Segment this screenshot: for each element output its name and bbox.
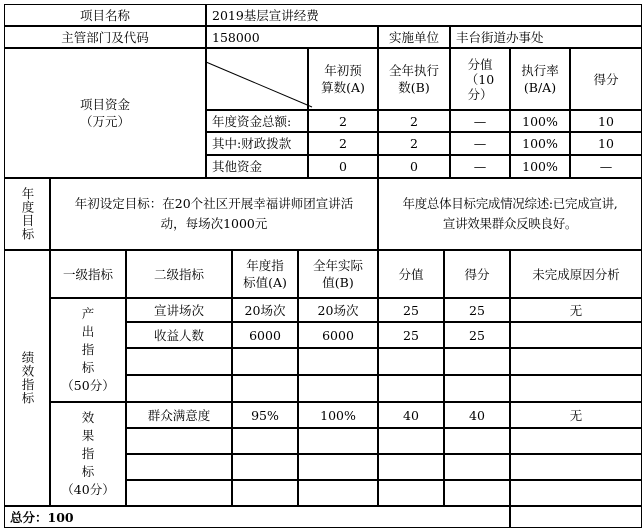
empty-cell xyxy=(510,506,642,528)
perf-row-reason: 无 xyxy=(510,298,642,322)
empty-cell xyxy=(232,454,298,480)
empty-cell xyxy=(126,480,232,506)
empty-cell xyxy=(232,480,298,506)
empty-cell xyxy=(232,348,298,375)
funds-row-score: 10 xyxy=(570,110,642,132)
perf-header-reason: 未完成原因分析 xyxy=(510,250,642,298)
perf-header-score: 得分 xyxy=(444,250,510,298)
perf-row-reason: 无 xyxy=(510,402,642,428)
funds-row-score-value: — xyxy=(450,155,510,178)
perf-row-score-value: 25 xyxy=(378,298,444,322)
project-name-value: 2019基层宣讲经费 xyxy=(206,4,642,26)
empty-cell xyxy=(378,454,444,480)
perf-row-actual: 20场次 xyxy=(298,298,378,322)
empty-cell xyxy=(378,375,444,402)
empty-cell xyxy=(298,454,378,480)
impl-unit-value: 丰台街道办事处 xyxy=(450,26,642,48)
empty-cell xyxy=(378,348,444,375)
funds-row-score: — xyxy=(570,155,642,178)
empty-cell xyxy=(444,428,510,454)
funds-row-rate: 100% xyxy=(510,155,570,178)
empty-cell xyxy=(510,428,642,454)
funds-row-rate: 100% xyxy=(510,110,570,132)
funds-row-executed: 0 xyxy=(378,155,450,178)
perf-row-score: 25 xyxy=(444,322,510,348)
empty-cell xyxy=(378,428,444,454)
funds-row-score: 10 xyxy=(570,132,642,155)
empty-cell xyxy=(378,480,444,506)
total-score: 总分：100 xyxy=(4,506,510,528)
empty-cell xyxy=(444,348,510,375)
perf-row-target: 95% xyxy=(232,402,298,428)
funds-row-label: 其他资金 xyxy=(206,155,308,178)
empty-cell xyxy=(510,480,642,506)
funds-label: 项目资金 （万元） xyxy=(4,48,206,178)
perf-row-name: 宣讲场次 xyxy=(126,298,232,322)
perf-row-score-value: 40 xyxy=(378,402,444,428)
empty-cell xyxy=(126,348,232,375)
perf-header-level2: 二级指标 xyxy=(126,250,232,298)
perf-row-name: 收益人数 xyxy=(126,322,232,348)
empty-cell xyxy=(444,375,510,402)
perf-row-score: 40 xyxy=(444,402,510,428)
goals-label: 年度目标 xyxy=(4,178,50,250)
funds-header-executed: 全年执行 数(B) xyxy=(378,48,450,110)
empty-cell xyxy=(298,428,378,454)
funds-header-score-value: 分值 （10 分） xyxy=(450,48,510,110)
perf-header-score-value: 分值 xyxy=(378,250,444,298)
empty-cell xyxy=(510,348,642,375)
funds-row-score-value: — xyxy=(450,110,510,132)
funds-row-executed: 2 xyxy=(378,110,450,132)
empty-cell xyxy=(298,480,378,506)
perf-header-level1: 一级指标 xyxy=(50,250,126,298)
funds-row-label: 年度资金总额: xyxy=(206,110,308,132)
perf-row-score: 25 xyxy=(444,298,510,322)
empty-cell xyxy=(444,480,510,506)
funds-row-initial: 0 xyxy=(308,155,378,178)
empty-cell xyxy=(232,375,298,402)
perf-row-reason-empty xyxy=(510,322,642,348)
perf-row-target: 6000 xyxy=(232,322,298,348)
perf-label: 绩效指标 xyxy=(4,250,50,506)
perf-header-target: 年度指 标值(A) xyxy=(232,250,298,298)
empty-cell xyxy=(232,428,298,454)
funds-row-initial: 2 xyxy=(308,110,378,132)
perf-row-actual: 100% xyxy=(298,402,378,428)
perf-row-score-value: 25 xyxy=(378,322,444,348)
funds-row-executed: 2 xyxy=(378,132,450,155)
funds-header-score: 得分 xyxy=(570,48,642,110)
funds-row-initial: 2 xyxy=(308,132,378,155)
empty-cell xyxy=(126,454,232,480)
empty-cell xyxy=(510,375,642,402)
empty-cell xyxy=(298,375,378,402)
empty-cell xyxy=(298,348,378,375)
empty-cell xyxy=(126,375,232,402)
empty-cell xyxy=(126,428,232,454)
goals-initial-text: 年初设定目标：在20个社区开展幸福讲师团宣讲活 动，每场次1000元 xyxy=(50,178,378,250)
funds-row-label: 其中:财政拨款 xyxy=(206,132,308,155)
project-name-label: 项目名称 xyxy=(4,4,206,26)
funds-header-initial: 年初预 算数(A) xyxy=(308,48,378,110)
perf-header-actual: 全年实际 值(B) xyxy=(298,250,378,298)
perf-output-label: 产 出 指 标 （50分） xyxy=(50,298,126,402)
perf-effect-label: 效 果 指 标 （40分） xyxy=(50,402,126,506)
perf-row-actual: 6000 xyxy=(298,322,378,348)
funds-diagonal-header xyxy=(206,48,308,110)
dept-label: 主管部门及代码 xyxy=(4,26,206,48)
perf-row-target: 20场次 xyxy=(232,298,298,322)
empty-cell xyxy=(444,454,510,480)
funds-row-score-value: — xyxy=(450,132,510,155)
empty-cell xyxy=(510,454,642,480)
funds-header-rate: 执行率 (B/A) xyxy=(510,48,570,110)
impl-unit-label: 实施单位 xyxy=(378,26,450,48)
goals-completion-text: 年度总体目标完成情况综述:已完成宣讲, 宣讲效果群众反映良好。 xyxy=(378,178,642,250)
perf-row-name: 群众满意度 xyxy=(126,402,232,428)
dept-code-value: 158000 xyxy=(206,26,378,48)
funds-row-rate: 100% xyxy=(510,132,570,155)
